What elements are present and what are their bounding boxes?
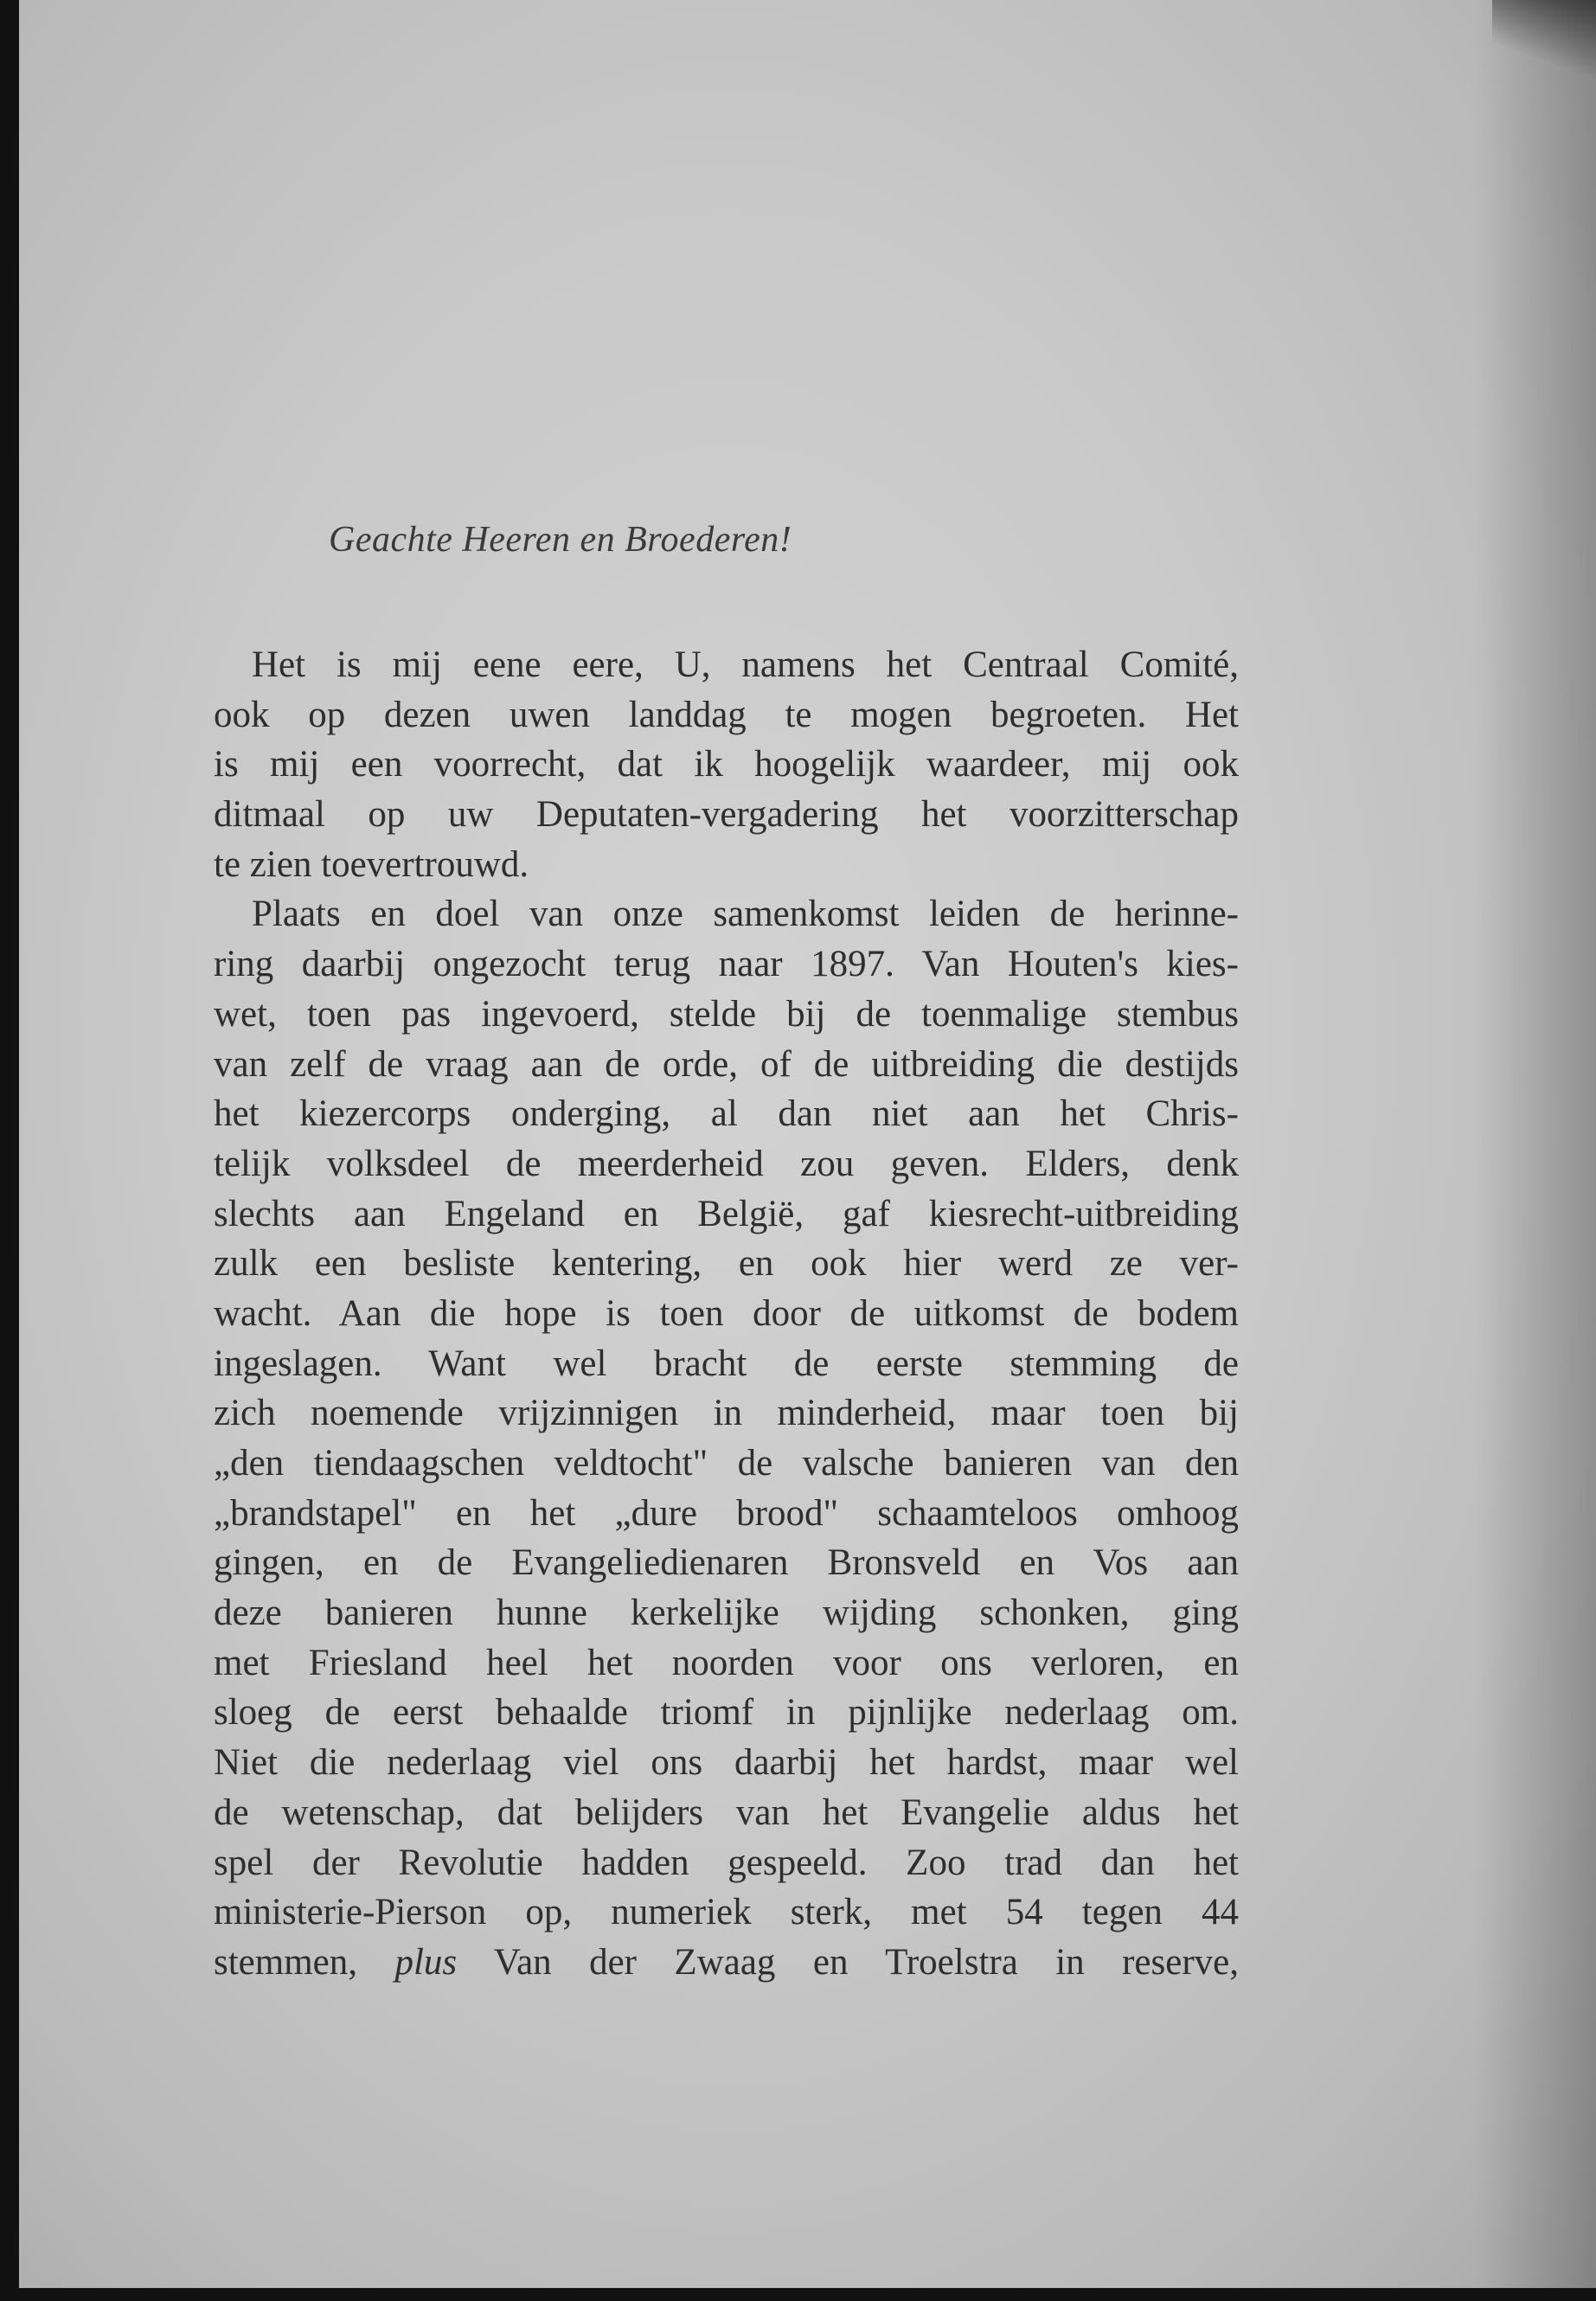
text-line bbox=[214, 1938, 1239, 1988]
text-line-content: zulk een besliste kentering, en ook hier werd ze ver- bbox=[214, 1243, 1239, 1285]
text-line bbox=[214, 1888, 1239, 1938]
text-line bbox=[214, 1139, 1239, 1189]
text-segment: Van der Zwaag en Troelstra in reserve, bbox=[457, 1941, 1239, 1983]
text-line bbox=[214, 1040, 1239, 1090]
text-line bbox=[214, 1838, 1239, 1888]
text-line bbox=[214, 1638, 1239, 1689]
text-line bbox=[214, 1388, 1239, 1439]
text-line-content: met Friesland heel het noorden voor ons verloren, en bbox=[214, 1642, 1239, 1683]
text-line bbox=[214, 690, 1239, 740]
text-line-content: gingen, en de Evangeliedienaren Bronsveld en Vos aan bbox=[214, 1542, 1239, 1584]
text-line-content: spel der Revolutie hadden gespeeld. Zoo trad dan het bbox=[214, 1842, 1239, 1883]
text-line-content: „den tiendaagschen veldtocht" de valsche banieren van den bbox=[214, 1443, 1239, 1484]
text-line bbox=[214, 1239, 1239, 1289]
text-line bbox=[214, 1489, 1239, 1539]
text-line bbox=[214, 840, 1239, 890]
text-line-content: Niet die nederlaag viel ons daarbij het hardst, maar wel bbox=[214, 1742, 1239, 1784]
text-line bbox=[214, 1089, 1239, 1139]
text-line-content: van zelf de vraag aan de orde, of de uitbreiding die destijds bbox=[214, 1043, 1239, 1085]
text-line bbox=[214, 1588, 1239, 1638]
text-line-content: is mij een voorrecht, dat ik hoogelijk waardeer, mij ook bbox=[214, 744, 1239, 785]
text-line bbox=[214, 1289, 1239, 1339]
text-line bbox=[214, 990, 1239, 1040]
body-text bbox=[214, 640, 1239, 1988]
italic-word: plus bbox=[394, 1941, 458, 1983]
text-line-content: zich noemende vrijzinnigen in minderheid, maar toen bij bbox=[214, 1393, 1239, 1434]
text-line bbox=[214, 889, 1239, 939]
text-line bbox=[214, 1738, 1239, 1788]
salutation: Geachte Heeren en Broederen! bbox=[329, 520, 792, 560]
text-line-content: Plaats en doel van onze samenkomst leiden de herinne- bbox=[252, 894, 1239, 935]
text-line bbox=[214, 1538, 1239, 1588]
text-line-content: te zien toevertrouwd. bbox=[214, 843, 529, 885]
text-line-content: Het is mij eene eere, U, namens het Centraal Comité, bbox=[252, 644, 1239, 685]
text-line-content: slechts aan Engeland en België, gaf kiesrecht-uitbreiding bbox=[214, 1193, 1239, 1234]
text-segment: stemmen, bbox=[214, 1941, 395, 1983]
text-line-content: ook op dezen uwen landdag te mogen begroeten. Het bbox=[214, 694, 1239, 735]
text-line-content: deze banieren hunne kerkelijke wijding schonken, ging bbox=[214, 1593, 1239, 1634]
text-line bbox=[214, 1339, 1239, 1389]
scanned-page bbox=[19, 0, 1596, 2288]
page-shadow bbox=[1492, 0, 1596, 78]
text-line-content: telijk volksdeel de meerderheid zou geven. Elders, denk bbox=[214, 1143, 1239, 1184]
text-line bbox=[214, 1189, 1239, 1240]
text-line bbox=[214, 740, 1239, 790]
text-line-content bbox=[214, 1938, 1239, 1988]
text-line-content: ministerie-Pierson op, numeriek sterk, met 54 tegen 44 bbox=[214, 1892, 1239, 1933]
text-line-content: sloeg de eerst behaalde triomf in pijnlijke nederlaag om. bbox=[214, 1692, 1239, 1734]
text-line-content: ring daarbij ongezocht terug naar 1897. Van Houten's kies- bbox=[214, 944, 1239, 985]
text-line bbox=[214, 1788, 1239, 1838]
text-line-content: „brandstapel" en het „dure brood" schaamteloos omhoog bbox=[214, 1492, 1239, 1534]
text-line bbox=[214, 939, 1239, 990]
text-line bbox=[214, 790, 1239, 840]
text-line-content: ditmaal op uw Deputaten-vergadering het voorzitterschap bbox=[214, 794, 1239, 836]
text-line bbox=[214, 1688, 1239, 1738]
text-line-content: wacht. Aan die hope is toen door de uitkomst de bodem bbox=[214, 1292, 1239, 1334]
text-line bbox=[214, 640, 1239, 690]
text-line-content: wet, toen pas ingevoerd, stelde bij de toenmalige stembus bbox=[214, 993, 1239, 1035]
text-line-content: het kiezercorps onderging, al dan niet aan het Chris- bbox=[214, 1093, 1239, 1135]
text-line-content: ingeslagen. Want wel bracht de eerste stemming de bbox=[214, 1343, 1239, 1384]
text-line bbox=[214, 1439, 1239, 1489]
text-line-content: de wetenschap, dat belijders van het Evangelie aldus het bbox=[214, 1791, 1239, 1833]
